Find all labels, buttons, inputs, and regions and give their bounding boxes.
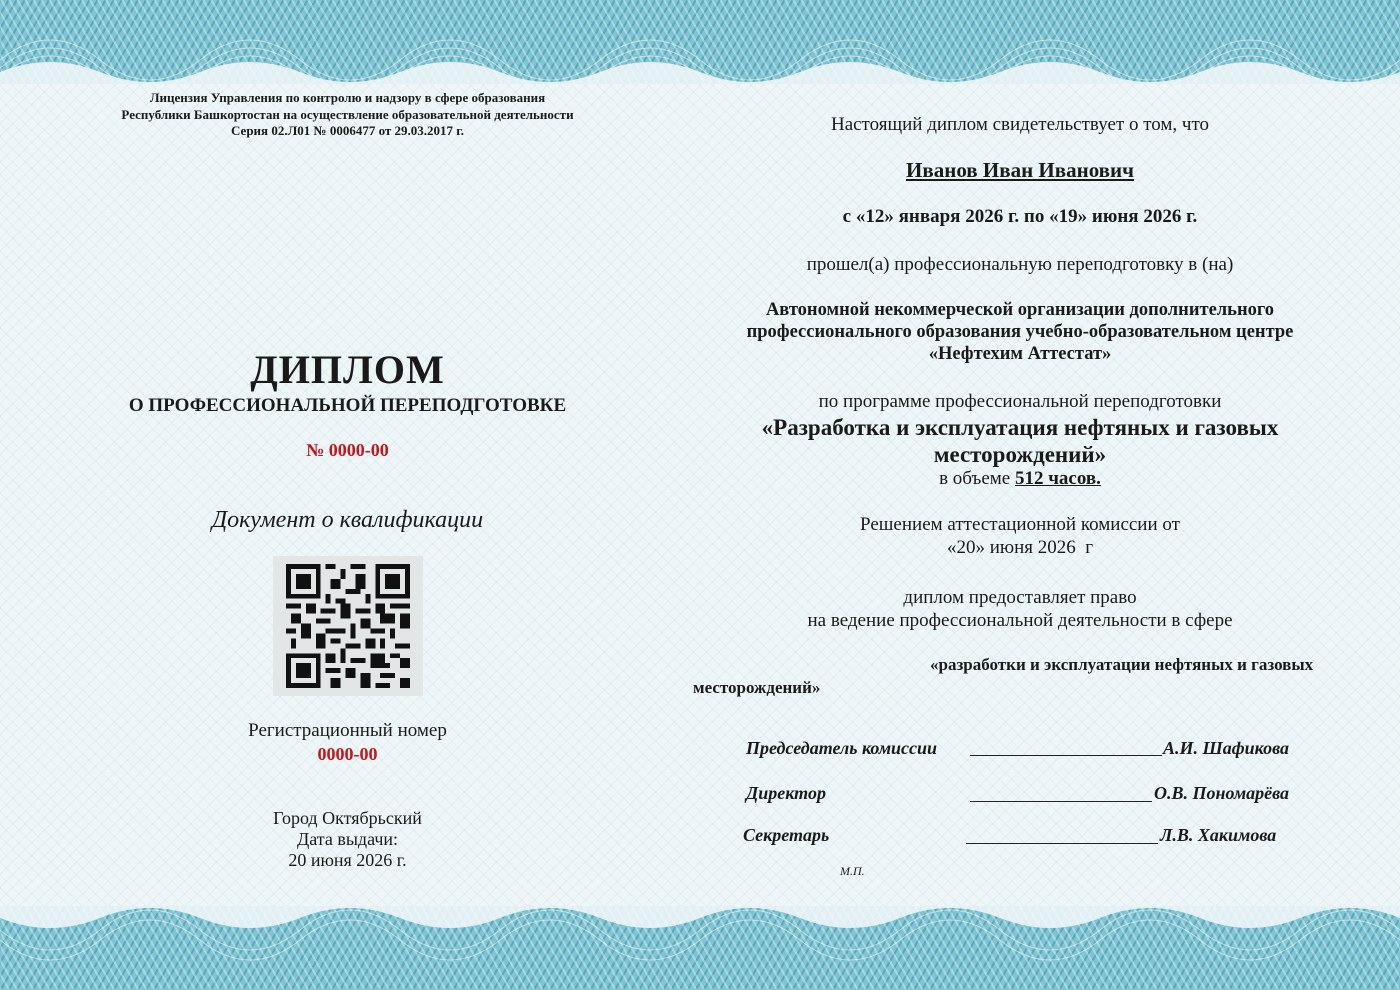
- program-volume: [690, 468, 1350, 490]
- decision-line-2: «20» июня 2026 г: [946, 537, 1094, 558]
- signature-line-secretary: [966, 843, 1158, 844]
- signature-role-chair: Председатель комиссии: [746, 738, 938, 758]
- program-line-1: «Разработка и эксплуатация нефтяных и газовых: [761, 415, 1279, 440]
- registration-number: 0000-00: [317, 744, 378, 764]
- decision-line-1: Решением аттестационной комиссии от: [860, 514, 1180, 535]
- license-line-2: Республики Башкортостан на осуществление образовательной деятельности: [121, 106, 574, 122]
- program-name: [690, 414, 1350, 468]
- rights-line-1: диплом предоставляет право: [903, 587, 1137, 608]
- passed-statement: прошел(а) профессиональную переподготовку в (на): [806, 254, 1234, 275]
- issue-city: Город Октябрьский: [273, 808, 422, 828]
- issue-block: [60, 808, 635, 871]
- signature-line-chair: [970, 755, 1162, 756]
- graduate-name: [690, 158, 1350, 183]
- sphere-line-1: «разработки и эксплуатации нефтяных и газовых: [930, 655, 1314, 674]
- sphere-line-2: месторождений»: [693, 678, 821, 697]
- program-line-2: месторождений»: [933, 442, 1107, 467]
- stamp-place-label: М.П.: [840, 864, 865, 878]
- diploma-subtitle: О ПРОФЕССИОНАЛЬНОЙ ПЕРЕПОДГОТОВКЕ: [128, 395, 567, 416]
- org-line-3: «Нефтехим Аттестат»: [928, 344, 1112, 364]
- license-block: [60, 90, 635, 140]
- signature-line-director: [970, 801, 1152, 802]
- org-line-1: Автономной некоммерческой организации дополнительного: [765, 300, 1275, 320]
- program-label: по программе профессиональной переподготовки: [818, 391, 1222, 412]
- volume-label: в объеме: [939, 468, 1011, 489]
- registration-label: Регистрационный номер: [248, 720, 447, 741]
- training-dates: с «12» января 2026 г. по «19» июня 2026 г.: [842, 206, 1198, 227]
- issue-date: 20 июня 2026 г.: [288, 850, 407, 870]
- diploma-title: ДИПЛОМ: [250, 347, 445, 392]
- signature-name-secretary: Л.В. Хакимова: [1160, 825, 1277, 845]
- qr-code: [273, 556, 423, 696]
- certify-intro: Настоящий диплом свидетельствует о том, что: [830, 114, 1210, 135]
- top-ornament-band: [0, 0, 1400, 84]
- signature-name-chair: А.И. Шафикова: [1163, 738, 1290, 758]
- signature-role-director: Директор: [746, 783, 826, 803]
- signature-role-secretary: Секретарь: [743, 825, 830, 845]
- volume-value: 512 часов.: [1014, 468, 1101, 489]
- license-line-1: Лицензия Управления по контролю и надзору в сфере образования: [149, 90, 546, 105]
- graduate-name-text: Иванов Иван Иванович: [906, 158, 1134, 182]
- license-line-3: Серия 02.Л01 № 0006477 от 29.03.2017 г.: [231, 123, 464, 138]
- signature-name-director: О.В. Пономарёва: [1154, 783, 1290, 803]
- commission-decision: [690, 513, 1350, 559]
- organization-name: [690, 299, 1350, 365]
- diploma-number: № 0000-00: [306, 440, 389, 460]
- qr-code-icon: [286, 564, 410, 688]
- diploma-rights: [690, 586, 1350, 632]
- issue-date-label: Дата выдачи:: [296, 829, 399, 849]
- bottom-ornament-band: [0, 906, 1400, 990]
- document-type: Документ о квалификации: [211, 507, 484, 533]
- rights-line-2: на ведение профессиональной деятельности в сфере: [807, 610, 1233, 631]
- org-line-2: профессионального образования учебно-образовательном центре: [746, 322, 1294, 342]
